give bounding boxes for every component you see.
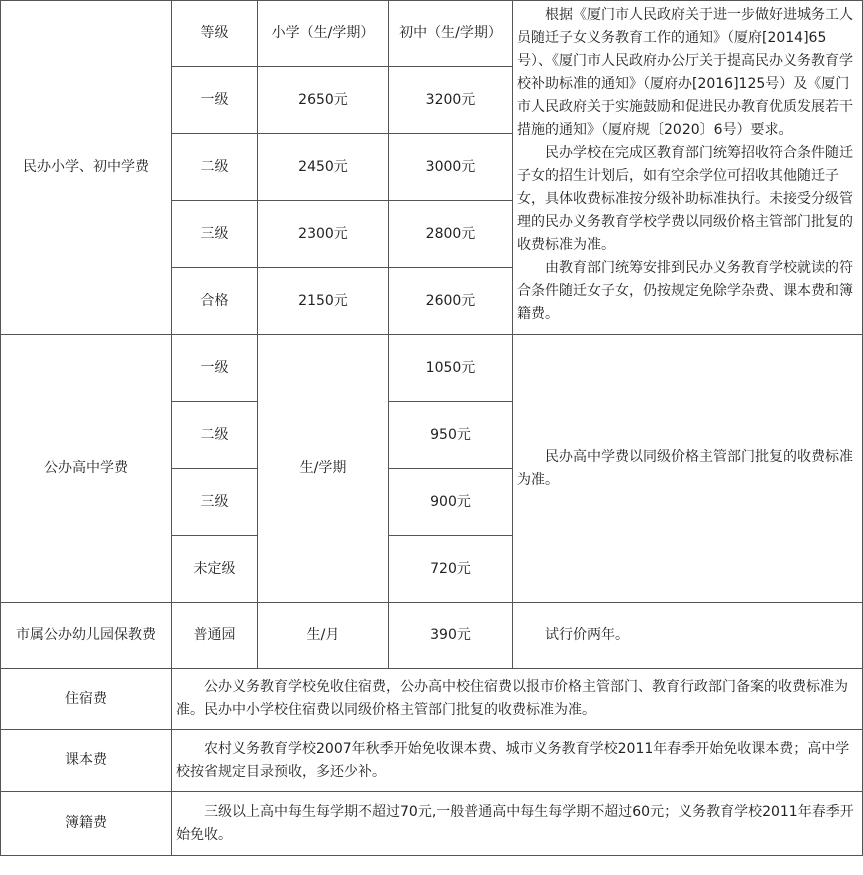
note-paragraph: 根据《厦门市人民政府关于进一步做好进城务工人员随迁子女义务教育工作的通知》（厦府[2014]65号）、《厦门市人民政府办公厅关于提高民办义务教育学校补助标准的通知》（厦府办[2016]125号）及《厦门市人民政府关于实施鼓励和促进民办教育优质发展若干措施的通知》（厦府规〔2020〕6号）要求。	[517, 7, 853, 138]
fee-cell: 720元	[389, 536, 513, 603]
category-kindergarten: 市属公办幼儿园保教费	[1, 603, 172, 669]
grade-cell: 三级	[172, 469, 258, 536]
grade-cell: 未定级	[172, 536, 258, 603]
junior-fee-cell: 2600元	[389, 268, 513, 335]
table-row	[1, 1, 863, 67]
primary-fee-cell: 2650元	[258, 67, 389, 134]
private-school-notes	[513, 1, 863, 335]
category-misc: 簿籍费	[1, 792, 172, 856]
unit-cell: 生/月	[258, 603, 389, 669]
note-paragraph: 民办高中学费以同级价格主管部门批复的收费标准为准。	[517, 448, 853, 488]
note-paragraph: 民办学校在完成区教育部门统筹招收符合条件随迁子女的招生计划后，如有空余学位可招收其他随迁子女，具体收费标准按分级补助标准执行。未接受分级管理的民办义务教育学校学费以同级价格主管部门批复的收费标准为准。	[517, 145, 853, 253]
note-paragraph: 试行价两年。	[545, 627, 629, 643]
description-paragraph: 农村义务教育学校2007年秋季开始免收课本费、城市义务教育学校2011年春季开始免收课本费；高中学校按省规定目录预收，多还少补。	[176, 740, 850, 780]
junior-fee-cell: 2800元	[389, 201, 513, 268]
table-row	[1, 730, 863, 792]
junior-fee-cell: 3200元	[389, 67, 513, 134]
grade-cell: 二级	[172, 134, 258, 201]
fee-cell: 900元	[389, 469, 513, 536]
grade-cell: 一级	[172, 67, 258, 134]
primary-fee-cell: 2300元	[258, 201, 389, 268]
primary-fee-cell: 2450元	[258, 134, 389, 201]
category-private-school: 民办小学、初中学费	[1, 1, 172, 335]
lodging-description	[172, 669, 863, 730]
misc-description	[172, 792, 863, 856]
primary-fee-cell: 2150元	[258, 268, 389, 335]
unit-cell: 生/学期	[258, 335, 389, 603]
textbook-description	[172, 730, 863, 792]
table-row	[1, 335, 863, 402]
junior-fee-cell: 3000元	[389, 134, 513, 201]
public-high-note	[513, 335, 863, 603]
table-row	[1, 603, 863, 669]
category-textbook: 课本费	[1, 730, 172, 792]
header-grade: 等级	[172, 1, 258, 67]
header-junior: 初中（生/学期）	[389, 1, 513, 67]
description-paragraph: 三级以上高中每生每学期不超过70元,一般普通高中每生每学期不超过60元；义务教育学校2011年春季开始免收。	[176, 803, 854, 843]
category-public-high: 公办高中学费	[1, 335, 172, 603]
grade-cell: 普通园	[172, 603, 258, 669]
description-paragraph: 公办义务教育学校免收住宿费，公办高中校住宿费以报市价格主管部门、教育行政部门备案的收费标准为准。民办中小学校住宿费以同级价格主管部门批复的收费标准为准。	[176, 679, 848, 718]
category-lodging: 住宿费	[1, 669, 172, 730]
grade-cell: 一级	[172, 335, 258, 402]
fee-cell: 390元	[389, 603, 513, 669]
grade-cell: 三级	[172, 201, 258, 268]
kindergarten-note	[513, 603, 863, 669]
note-paragraph: 由教育部门统筹安排到民办义务教育学校就读的符合条件随迁女子女，仍按规定免除学杂费、课本费和簿籍费。	[517, 260, 853, 322]
header-primary: 小学（生/学期）	[258, 1, 389, 67]
table-row	[1, 792, 863, 856]
fee-cell: 950元	[389, 402, 513, 469]
fee-cell: 1050元	[389, 335, 513, 402]
table-row	[1, 669, 863, 730]
grade-cell: 合格	[172, 268, 258, 335]
grade-cell: 二级	[172, 402, 258, 469]
